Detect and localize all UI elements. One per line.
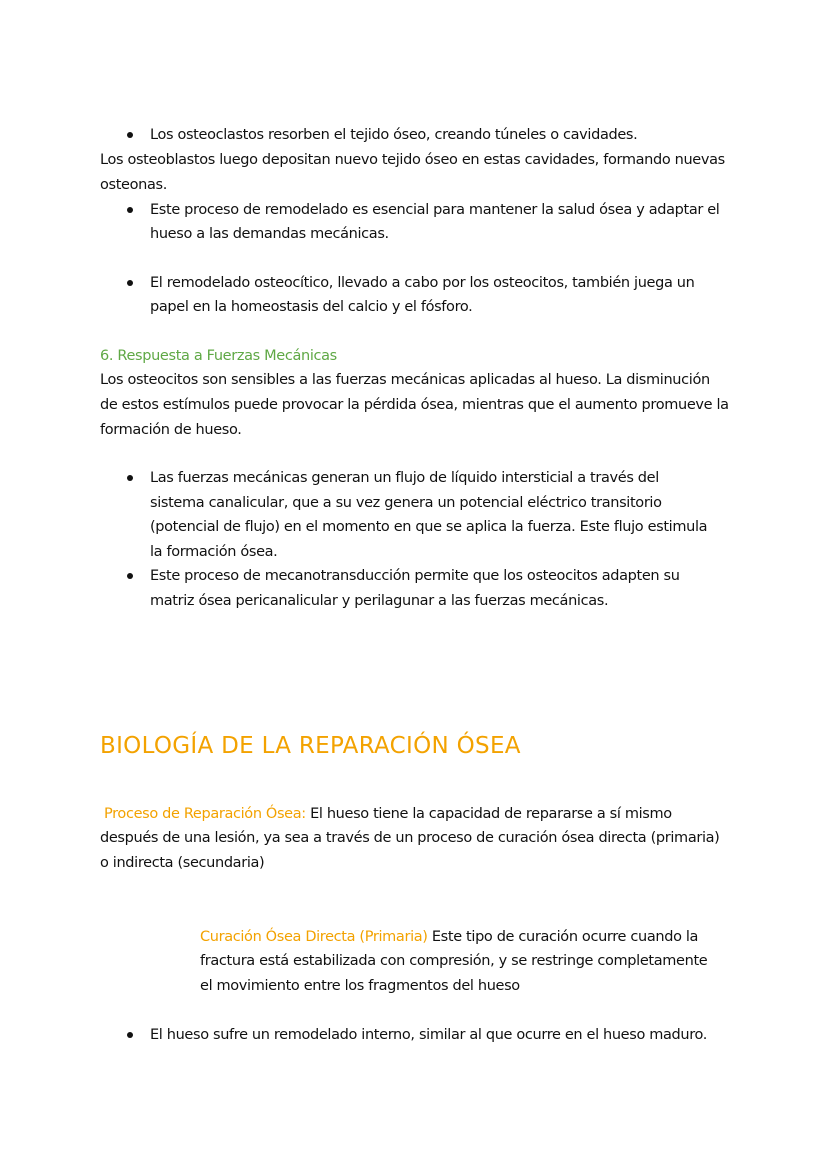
bullet-mecanotransduccion-line1: Este proceso de mecanotransducción permite que los osteocitos adapten su bbox=[150, 568, 680, 584]
bullet-dot bbox=[127, 475, 133, 481]
bullet-osteoclastos: Los osteoclastos resorben el tejido óseo, creando túneles o cavidades. bbox=[150, 127, 638, 143]
paragraph-osteoblastos-line2: osteonas. bbox=[100, 177, 167, 193]
directa-text: Este tipo de curación ocurre cuando la bbox=[431, 929, 699, 945]
directa-line2: fractura está estabilizada con compresión, y se restringe completamente bbox=[200, 953, 708, 969]
section-6-title: 6. Respuesta a Fuerzas Mecánicas bbox=[100, 348, 337, 364]
proceso-line2: después de una lesión, ya sea a través de un proceso de curación ósea directa (primaria) bbox=[100, 830, 720, 846]
section-6-para-line2: de estos estímulos puede provocar la pérdida ósea, mientras que el aumento promueve la bbox=[100, 397, 729, 413]
bullet-mecanotransduccion-line2: matriz ósea pericanalicular y perilagunar a las fuerzas mecánicas. bbox=[150, 593, 609, 609]
bullet-dot bbox=[127, 280, 133, 286]
bullet-fuerzas-line3: (potencial de flujo) en el momento en que se aplica la fuerza. Este flujo estimula bbox=[150, 519, 708, 535]
section-6-para-line1: Los osteocitos son sensibles a las fuerzas mecánicas aplicadas al hueso. La disminución bbox=[100, 372, 710, 388]
proceso-text: El hueso tiene la capacidad de repararse a sí mismo bbox=[310, 806, 672, 822]
directa-line3: el movimiento entre los fragmentos del hueso bbox=[200, 978, 520, 994]
bullet-remodelado-line2: hueso a las demandas mecánicas. bbox=[150, 226, 389, 242]
proceso-line3: o indirecta (secundaria) bbox=[100, 855, 265, 871]
bullet-osteocitico-line1: El remodelado osteocítico, llevado a cabo por los osteocitos, también juega un bbox=[150, 275, 695, 291]
bullet-dot bbox=[127, 573, 133, 579]
directa-line1 bbox=[200, 925, 698, 950]
paragraph-osteoblastos-line1: Los osteoblastos luego depositan nuevo tejido óseo en estas cavidades, formando nuevas bbox=[100, 152, 725, 168]
bullet-osteocitico-line2: papel en la homeostasis del calcio y el fósforo. bbox=[150, 299, 473, 315]
bullet-dot bbox=[127, 207, 133, 213]
directa-label: Curación Ósea Directa (Primaria) bbox=[200, 929, 428, 945]
bullet-fuerzas-line4: la formación ósea. bbox=[150, 544, 278, 560]
bullet-dot bbox=[127, 132, 133, 138]
proceso-label: Proceso de Reparación Ósea: bbox=[104, 806, 306, 822]
bullet-fuerzas-line1: Las fuerzas mecánicas generan un flujo de líquido intersticial a través del bbox=[150, 470, 659, 486]
bullet-remodelado-interno: El hueso sufre un remodelado interno, similar al que ocurre en el hueso maduro. bbox=[150, 1027, 708, 1043]
proceso-line1 bbox=[104, 802, 672, 827]
bullet-fuerzas-line2: sistema canalicular, que a su vez genera un potencial eléctrico transitorio bbox=[150, 495, 662, 511]
section-heading-reparacion: BIOLOGÍA DE LA REPARACIÓN ÓSEA bbox=[100, 733, 521, 759]
section-6-para-line3: formación de hueso. bbox=[100, 422, 242, 438]
bullet-remodelado-line1: Este proceso de remodelado es esencial para mantener la salud ósea y adaptar el bbox=[150, 202, 720, 218]
bullet-dot bbox=[127, 1032, 133, 1038]
